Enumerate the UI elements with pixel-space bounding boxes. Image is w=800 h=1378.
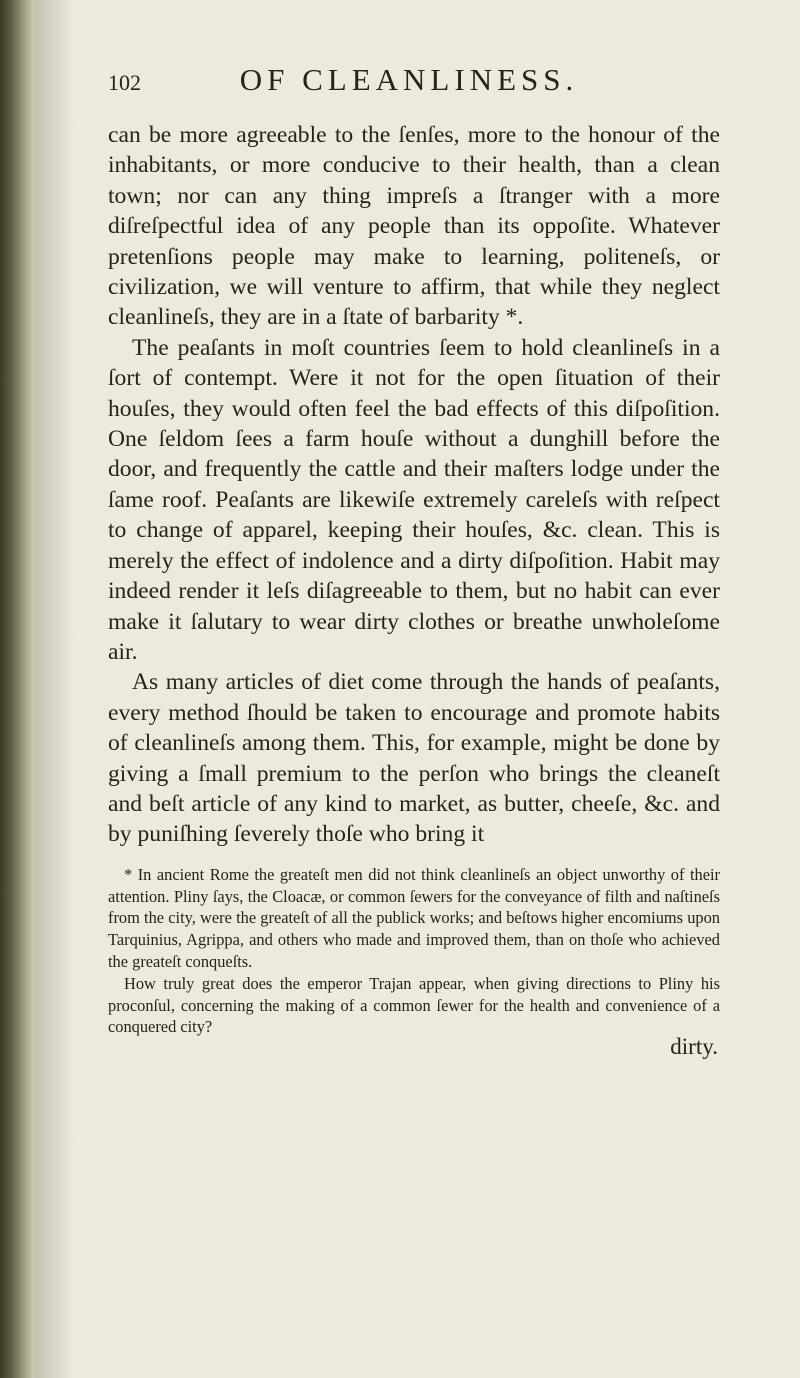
footnotes bbox=[108, 864, 720, 1038]
page-title: OF CLEANLINESS. bbox=[239, 62, 579, 97]
book-spine-shadow bbox=[0, 0, 34, 1378]
paragraph-1: can be more agreeable to the ſenſes, more to the honour of the inhabitants, or more conducive to their health, than a clean town; nor can any thing impreſs a ſtranger with a more diſreſpectful idea of any people than its oppoſite. Whatever pretenſions people may make to learning, politeneſs, or civilization, we will venture to affirm, that while they neglect cleanlineſs, they are in a ſtate of barbarity *. bbox=[108, 122, 720, 331]
page-number: 102 bbox=[108, 70, 141, 95]
book-page bbox=[108, 62, 720, 1060]
footnote-1: * In ancient Rome the greateſt men did not think cleanlineſs an object unworthy of their attention. Pliny ſays, the Cloacæ, or common ſewers for the conveyance of filth and naſtineſs from the city, were the greateſt of all the publick works; and beſtows higher encomiums upon Tarquinius, Agrippa, and others who made and improved them, than on thoſe who achieved the greateſt conqueſts. bbox=[108, 864, 720, 971]
footnote-2: How truly great does the emperor Trajan appear, when giving directions to Pliny his proconſul, concerning the making of a common ſewer for the health and convenience of a conquered city? bbox=[108, 973, 720, 1037]
body-text bbox=[108, 120, 720, 850]
gutter-shade bbox=[34, 0, 74, 1378]
catchword: dirty. bbox=[670, 1034, 718, 1060]
paragraph-2: The peaſants in moſt countries ſeem to hold cleanlineſs in a ſort of contempt. Were it not for the open ſituation of their houſes, they would often feel the bad effects of this diſpoſition. One ſeldom ſees a farm houſe without a dunghill before the door, and frequently the cattle and their maſters lodge under the ſame roof. Peaſants are likewiſe extremely careleſs with reſpect to change of apparel, keeping their houſes, &c. clean. This is merely the effect of indolence and a dirty diſpoſition. Habit may indeed render it leſs diſagreeable to them, but no habit can ever make it ſalutary to wear dirty clothes or breathe unwholeſome air. bbox=[108, 334, 720, 665]
paragraph-3: As many articles of diet come through the hands of peaſants, every method ſhould be taken to encourage and promote habits of cleanlineſs among them. This, for example, might be done by giving a ſmall premium to the perſon who brings the cleaneſt and beſt article of any kind to market, as butter, cheeſe, &c. and by puniſhing ſeverely thoſe who bring it bbox=[108, 669, 720, 848]
running-head bbox=[108, 62, 720, 98]
